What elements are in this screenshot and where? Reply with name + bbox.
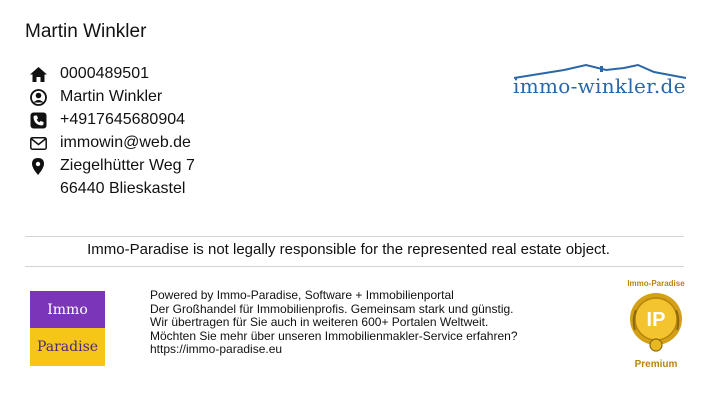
agent-email[interactable]: immowin@web.de [60,134,191,151]
powered-line: Der Großhandel für Immobilienprofis. Gemeinsam stark und günstig. [150,301,514,316]
agent-title: Martin Winkler [25,21,147,42]
agent-name: Martin Winkler [60,88,163,105]
agent-id-row [29,63,149,85]
agent-address-row [29,155,195,177]
envelope-icon [29,134,47,152]
powered-by-block [150,289,518,357]
paradise-logo-top[interactable]: Immo [30,291,105,328]
agent-name-row [29,86,163,108]
agent-email-row[interactable] [29,132,191,154]
brand-logo-text[interactable]: immo-winkler.de [513,74,686,98]
powered-line: Powered by Immo-Paradise, Software + Immobilienportal [150,288,454,302]
agent-id: 0000489501 [60,65,149,82]
map-marker-icon [29,157,47,175]
agent-phone-row[interactable] [29,109,186,131]
user-circle-icon [29,88,47,106]
premium-badge-icon [628,290,684,356]
phone-icon [29,111,47,129]
powered-link[interactable]: https://immo-paradise.eu [150,342,283,356]
premium-badge-top: Immo-Paradise [627,279,685,288]
disclaimer-text: Immo-Paradise is not legally responsible for the represented real estate object. [87,241,610,258]
powered-line: Möchten Sie mehr über unseren Immobilienmakler-Service erfahren? [150,328,518,343]
agent-phone[interactable]: +4917645680904 [60,111,186,128]
divider-bottom [25,266,684,267]
agent-city: 66440 Blieskastel [60,180,186,197]
paradise-logo-bottom[interactable]: Paradise [30,328,105,366]
divider-top [25,236,684,237]
premium-badge-bottom: Premium [634,359,678,370]
home-icon [29,65,47,83]
premium-badge-center: IP [646,309,666,331]
powered-line: Wir übertragen für Sie auch in weiteren 600+ Portalen Weltweit. [150,315,489,329]
agent-street: Ziegelhütter Weg 7 [60,157,195,174]
